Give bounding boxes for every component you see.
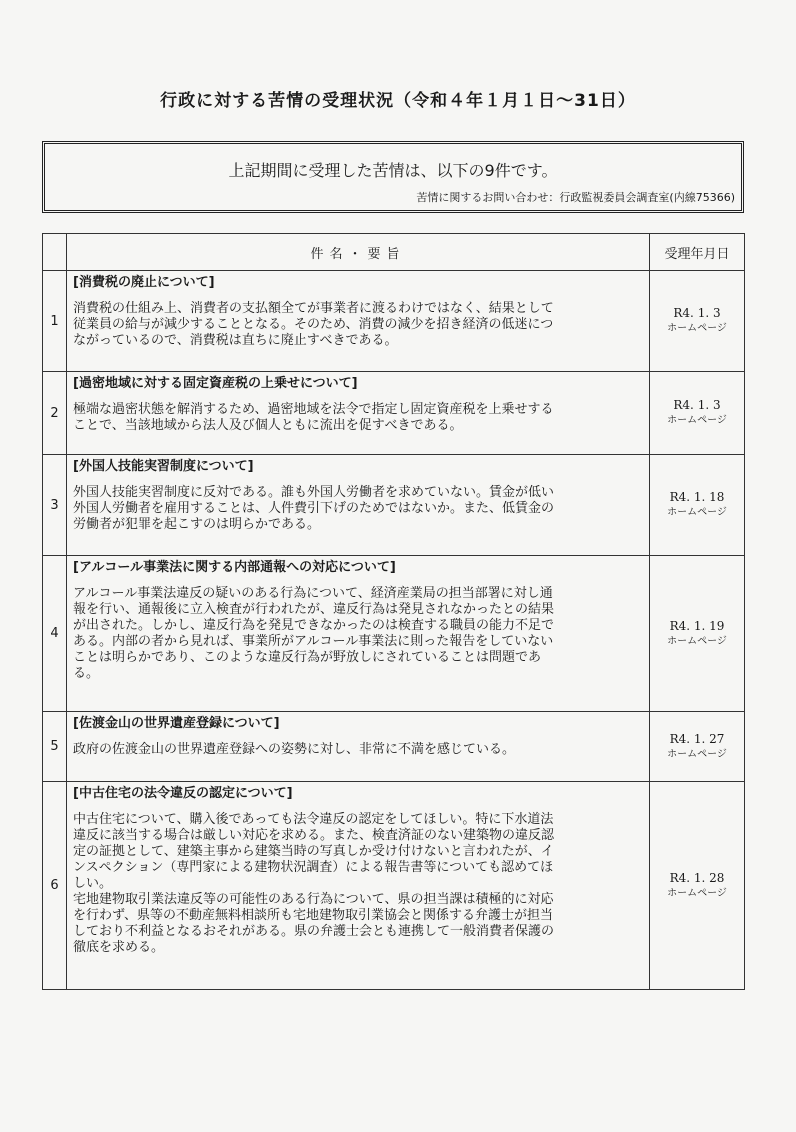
notice-box xyxy=(42,141,744,213)
row-date-cell xyxy=(650,556,745,712)
row-date: R4. 1. 27 xyxy=(669,731,725,746)
row-number: 1 xyxy=(43,271,67,372)
row-heading: [中古住宅の法令違反の認定について] xyxy=(73,786,293,801)
page-title: 行政に対する苦情の受理状況（令和４年１月１日～31日） xyxy=(160,91,636,111)
row-date-cell xyxy=(650,372,745,455)
table-row xyxy=(43,372,745,455)
row-heading: [過密地域に対する固定資産税の上乗せについて] xyxy=(73,376,358,391)
row-date: R4. 1. 19 xyxy=(669,618,725,633)
row-source: ホームページ xyxy=(667,635,727,647)
row-summary: 極端な過密状態を解消するため、過密地域を法令で指定し固定資産税を上乗せする ことで、当該地域から法人及び個人ともに流出を促すべきである。 xyxy=(73,402,554,433)
table-row xyxy=(43,455,745,556)
header-number xyxy=(43,234,67,271)
row-date: R4. 1. 3 xyxy=(673,306,721,320)
row-summary: 消費税の仕組み上、消費者の支払額全てが事業者に渡るわけではなく、結果として 従業員の給与が減少することとなる。そのため、消費の減少を招き経済の低迷につ ながっているので、消費税は直ちに廃止すべきである。 xyxy=(73,301,554,348)
row-source: ホームページ xyxy=(667,323,727,334)
row-content xyxy=(67,556,650,712)
row-content xyxy=(67,712,650,782)
row-heading: [佐渡金山の世界遺産登録について] xyxy=(73,716,280,731)
row-summary: 中古住宅について、購入後であっても法令違反の認定をしてほしい。特に下水道法 違反に該当する場合は厳しい対応を求める。また、検査済証のない建築物の違反認 定の証拠として、建築主事から建築当時の写真しか受け付けないと言われたが、イ ンスペクション（専門家による建物状況調査）による報告書等についても認めてほ しい。 宅地建物取引業法違反等の可能性のある行為について、県の担当課は積極的に対応 を行わず、県等の不動産無料相談所も宅地建物取引業協会と関係する弁護士が担当 しており不利益となるおそれがある。県の弁護士会とも連携して一般消費者保護の 徹底を求める。 xyxy=(73,812,555,955)
row-source: ホームページ xyxy=(667,415,727,426)
header-subject: 件名・要旨 xyxy=(67,234,650,271)
row-source: ホームページ xyxy=(667,887,727,899)
complaints-table xyxy=(42,233,745,990)
row-number: 6 xyxy=(43,782,67,990)
row-date-cell xyxy=(650,455,745,556)
row-heading: [外国人技能実習制度について] xyxy=(73,459,254,474)
row-date-cell xyxy=(650,271,745,372)
table-row xyxy=(43,556,745,712)
row-date-cell xyxy=(650,712,745,782)
row-summary: 政府の佐渡金山の世界遺産登録への姿勢に対し、非常に不満を感じている。 xyxy=(73,742,516,757)
row-number: 2 xyxy=(43,372,67,455)
notice-message: 上記期間に受理した苦情は、以下の9件です。 xyxy=(228,161,558,180)
row-content xyxy=(67,782,650,990)
row-summary: 外国人技能実習制度に反対である。誰も外国人労働者を求めていない。賃金が低い 外国人労働者を雇用することは、人件費引下げのためではないか。また、低賃金の 労働者が犯罪を起こすのは明らかである。 xyxy=(73,485,555,532)
row-content xyxy=(67,455,650,556)
row-number: 3 xyxy=(43,455,67,556)
row-content xyxy=(67,271,650,372)
table-row xyxy=(43,271,745,372)
row-source: ホームページ xyxy=(667,748,727,760)
row-source: ホームページ xyxy=(667,507,727,518)
row-date: R4. 1. 18 xyxy=(669,490,725,504)
row-date: R4. 1. 3 xyxy=(673,398,721,412)
table-row xyxy=(43,782,745,990)
table-header-row xyxy=(43,234,745,271)
row-date-cell xyxy=(650,782,745,990)
row-summary: アルコール事業法違反の疑いのある行為について、経済産業局の担当部署に対し通 報を行い、通報後に立入検査が行われたが、違反行為は発見されなかったとの結果 が出された。しかし、違反行為を発見できなかったのは検査する職員の能力不足で ある。内部の者から見れば、事業所がアルコール事業法に則った報告をしていない ことは明らかであり、このような違反行為が野放しにされていることは問題であ る。 xyxy=(73,586,555,681)
header-date: 受理年月日 xyxy=(650,234,745,271)
row-content xyxy=(67,372,650,455)
row-number: 4 xyxy=(43,556,67,712)
row-number: 5 xyxy=(43,712,67,782)
row-date: R4. 1. 28 xyxy=(669,870,725,885)
row-heading: [消費税の廃止について] xyxy=(73,275,215,290)
row-heading: [アルコール事業法に関する内部通報への対応について] xyxy=(73,560,396,575)
contact-info: 苦情に関するお問い合わせ：行政監視委員会調査室(内線75366) xyxy=(416,191,735,204)
table-row xyxy=(43,712,745,782)
